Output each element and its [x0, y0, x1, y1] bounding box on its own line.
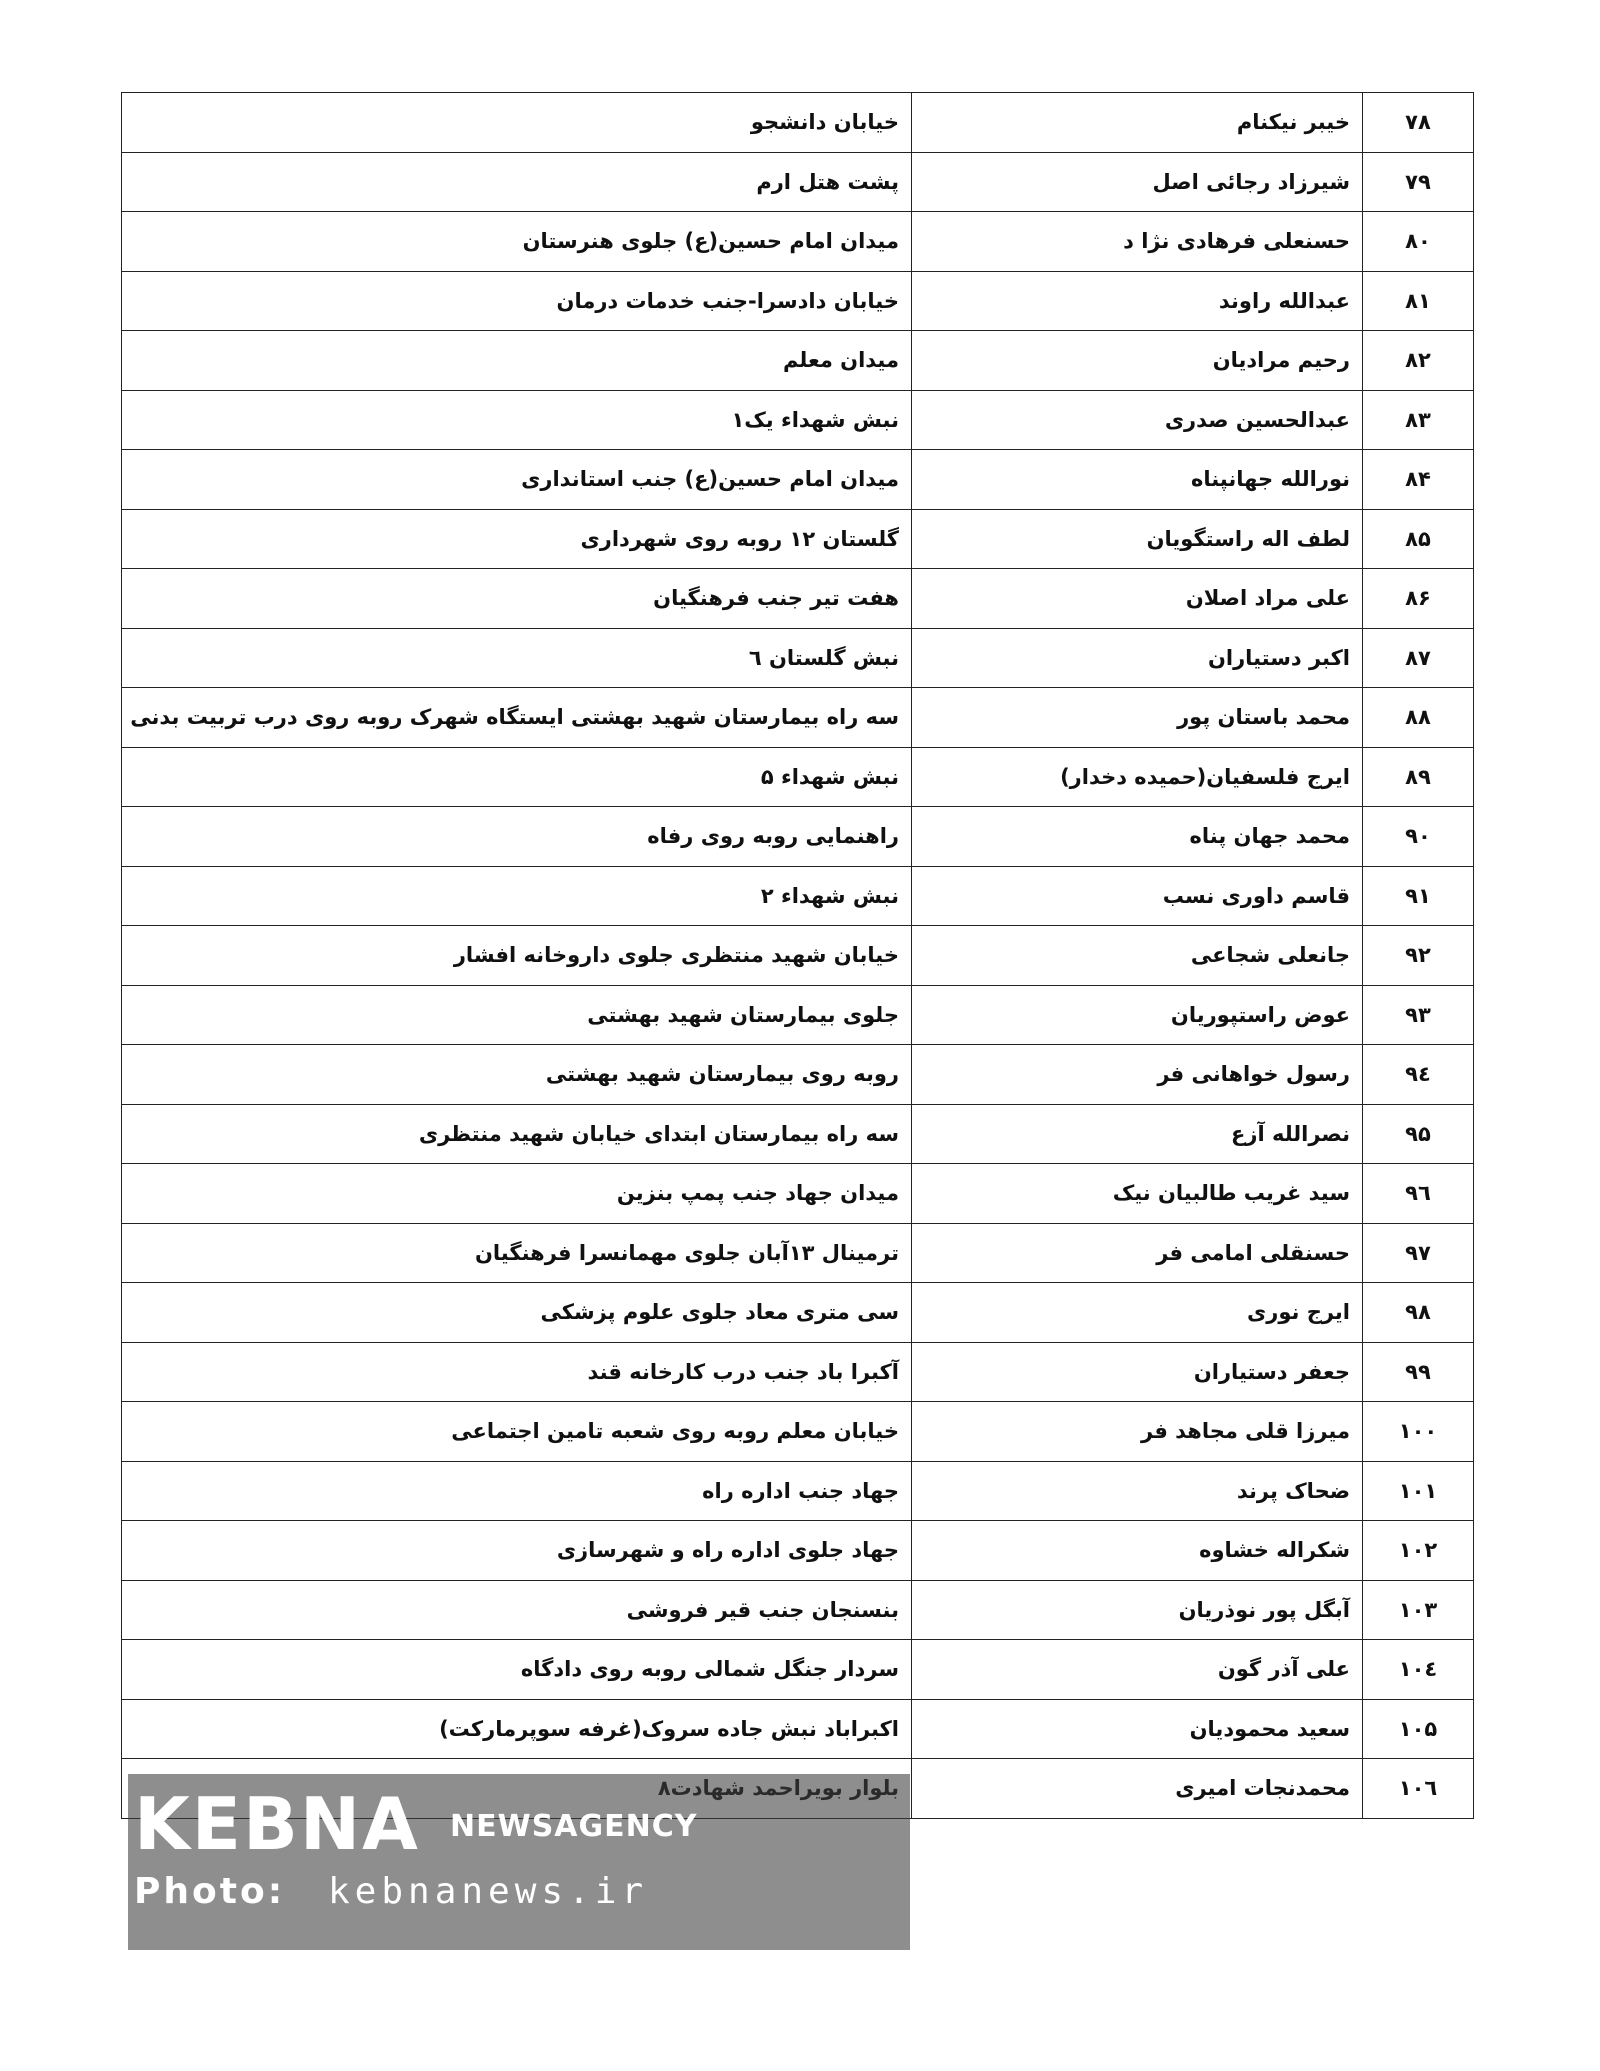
table-row: [122, 212, 1474, 272]
row-address: جهاد جنب اداره راه: [122, 1461, 912, 1521]
row-address: راهنمایی روبه روی رفاه: [122, 807, 912, 867]
row-number: ۸۶: [1363, 569, 1474, 629]
row-address: جلوی بیمارستان شهید بهشتی: [122, 985, 912, 1045]
row-address: نبش شهداء یک۱: [122, 390, 912, 450]
kebna-watermark: [128, 1774, 910, 1950]
row-address: هفت تیر جنب فرهنگیان: [122, 569, 912, 629]
row-number: ۷۸: [1363, 93, 1474, 153]
row-number: ۸۸: [1363, 688, 1474, 748]
watermark-brand: KEBNA: [134, 1782, 420, 1866]
row-name: علی مراد اصلان: [912, 569, 1363, 629]
table-row: [122, 390, 1474, 450]
row-number: ۹۳: [1363, 985, 1474, 1045]
row-number: ۸۳: [1363, 390, 1474, 450]
table-row: [122, 985, 1474, 1045]
row-name: رسول خواهانی فر: [912, 1045, 1363, 1105]
table-row: [122, 1699, 1474, 1759]
row-number: ۸۷: [1363, 628, 1474, 688]
row-name: عبدالله راوند: [912, 271, 1363, 331]
row-name: شکراله خشاوه: [912, 1521, 1363, 1581]
row-name: علی آذر گون: [912, 1640, 1363, 1700]
table-row: [122, 1045, 1474, 1105]
row-address: روبه روی بیمارستان شهید بهشتی: [122, 1045, 912, 1105]
row-address: اکبراباد نبش جاده سروک(غرفه سوپرمارکت): [122, 1699, 912, 1759]
table-row: [122, 569, 1474, 629]
table-row: [122, 93, 1474, 153]
row-name: جانعلی شجاعی: [912, 926, 1363, 986]
row-address: میدان معلم: [122, 331, 912, 391]
row-address: آکبرا باد جنب درب کارخانه قند: [122, 1342, 912, 1402]
table-row: [122, 1402, 1474, 1462]
row-number: ۱۰۱: [1363, 1461, 1474, 1521]
row-address: پشت هتل ارم: [122, 152, 912, 212]
row-number: ۱۰۳: [1363, 1580, 1474, 1640]
row-name: جعفر دستیاران: [912, 1342, 1363, 1402]
row-address: میدان امام حسین(ع) جنب استانداری: [122, 450, 912, 510]
row-number: ۹۰: [1363, 807, 1474, 867]
row-name: نورالله جهانپناه: [912, 450, 1363, 510]
roster-table: [121, 92, 1474, 1819]
row-number: ۹۹: [1363, 1342, 1474, 1402]
row-address: سه راه بیمارستان ابتدای خیابان شهید منتظری: [122, 1104, 912, 1164]
row-name: نصرالله آزع: [912, 1104, 1363, 1164]
row-address: میدان جهاد جنب پمپ بنزین: [122, 1164, 912, 1224]
row-name: اکبر دستیاران: [912, 628, 1363, 688]
table-row: [122, 1461, 1474, 1521]
row-number: ۱۰۰: [1363, 1402, 1474, 1462]
row-number: ۹۵: [1363, 1104, 1474, 1164]
table-row: [122, 628, 1474, 688]
row-address: جهاد جلوی اداره راه و شهرسازی: [122, 1521, 912, 1581]
row-name: سعید محمودیان: [912, 1699, 1363, 1759]
table-row: [122, 152, 1474, 212]
roster-table-container: [121, 92, 1474, 1819]
table-row: [122, 688, 1474, 748]
row-address: سی متری معاد جلوی علوم پزشکی: [122, 1283, 912, 1343]
row-address: خیابان دانشجو: [122, 93, 912, 153]
row-name: ضحاک پرند: [912, 1461, 1363, 1521]
row-number: ۸۰: [1363, 212, 1474, 272]
row-address: گلستان ۱۲ روبه روی شهرداری: [122, 509, 912, 569]
row-name: قاسم داوری نسب: [912, 866, 1363, 926]
table-row: [122, 271, 1474, 331]
table-row: [122, 1104, 1474, 1164]
row-number: ۹٤: [1363, 1045, 1474, 1105]
row-address: بنسنجان جنب قیر فروشی: [122, 1580, 912, 1640]
table-row: [122, 747, 1474, 807]
row-name: شیرزاد رجائی اصل: [912, 152, 1363, 212]
watermark-photo-label: Photo:: [134, 1871, 286, 1912]
table-row: [122, 509, 1474, 569]
row-name: عبدالحسین صدری: [912, 390, 1363, 450]
row-name: حسنقلی امامی فر: [912, 1223, 1363, 1283]
row-name: ایرج نوری: [912, 1283, 1363, 1343]
table-row: [122, 1164, 1474, 1224]
row-name: رحیم مرادیان: [912, 331, 1363, 391]
row-address: سه راه بیمارستان شهید بهشتی ایستگاه شهرک روبه روی درب تربیت بدنی: [122, 688, 912, 748]
table-row: [122, 866, 1474, 926]
row-address: نبش شهداء ۵: [122, 747, 912, 807]
row-number: ۹۸: [1363, 1283, 1474, 1343]
row-address: میدان امام حسین(ع) جلوی هنرستان: [122, 212, 912, 272]
row-address: ترمینال ۱۳آبان جلوی مهمانسرا فرهنگیان: [122, 1223, 912, 1283]
row-name: محمدنجات امیری: [912, 1759, 1363, 1819]
row-number: ۱۰۲: [1363, 1521, 1474, 1581]
row-number: ۹۷: [1363, 1223, 1474, 1283]
watermark-agency: NEWSAGENCY: [450, 1809, 698, 1844]
row-address: سردار جنگل شمالی روبه روی دادگاه: [122, 1640, 912, 1700]
row-name: لطف اله راستگویان: [912, 509, 1363, 569]
row-number: ۸۲: [1363, 331, 1474, 391]
watermark-url: kebnanews.ir: [328, 1871, 649, 1912]
row-name: ایرج فلسفیان(حمیده دخدار): [912, 747, 1363, 807]
roster-table-body: [122, 93, 1474, 1819]
table-row: [122, 1640, 1474, 1700]
row-name: عوض راستپوریان: [912, 985, 1363, 1045]
row-name: حسنعلی فرهادی نژا د: [912, 212, 1363, 272]
row-number: ۸۴: [1363, 450, 1474, 510]
table-row: [122, 331, 1474, 391]
table-row: [122, 1342, 1474, 1402]
row-name: آبگل پور نوذریان: [912, 1580, 1363, 1640]
row-address: نبش شهداء ۲: [122, 866, 912, 926]
row-number: ۷۹: [1363, 152, 1474, 212]
row-number: ۸۱: [1363, 271, 1474, 331]
row-name: محمد باستان پور: [912, 688, 1363, 748]
table-row: [122, 450, 1474, 510]
table-row: [122, 1580, 1474, 1640]
row-address: خیابان شهید منتظری جلوی داروخانه افشار: [122, 926, 912, 986]
row-number: ۹٦: [1363, 1164, 1474, 1224]
row-number: ۸۹: [1363, 747, 1474, 807]
table-row: [122, 926, 1474, 986]
table-row: [122, 1283, 1474, 1343]
row-number: ۱۰۵: [1363, 1699, 1474, 1759]
row-name: سید غریب طالبیان نیک: [912, 1164, 1363, 1224]
row-name: میرزا قلی مجاهد فر: [912, 1402, 1363, 1462]
row-address: خیابان معلم روبه روی شعبه تامین اجتماعی: [122, 1402, 912, 1462]
row-name: محمد جهان پناه: [912, 807, 1363, 867]
row-name: خیبر نیکنام: [912, 93, 1363, 153]
row-number: ۱۰٤: [1363, 1640, 1474, 1700]
row-address: نبش گلستان ٦: [122, 628, 912, 688]
row-number: ۹۱: [1363, 866, 1474, 926]
table-row: [122, 1521, 1474, 1581]
row-number: ۸۵: [1363, 509, 1474, 569]
table-row: [122, 1223, 1474, 1283]
table-row: [122, 807, 1474, 867]
row-number: ۱۰٦: [1363, 1759, 1474, 1819]
row-address: خیابان دادسرا-جنب خدمات درمان: [122, 271, 912, 331]
row-number: ۹۲: [1363, 926, 1474, 986]
